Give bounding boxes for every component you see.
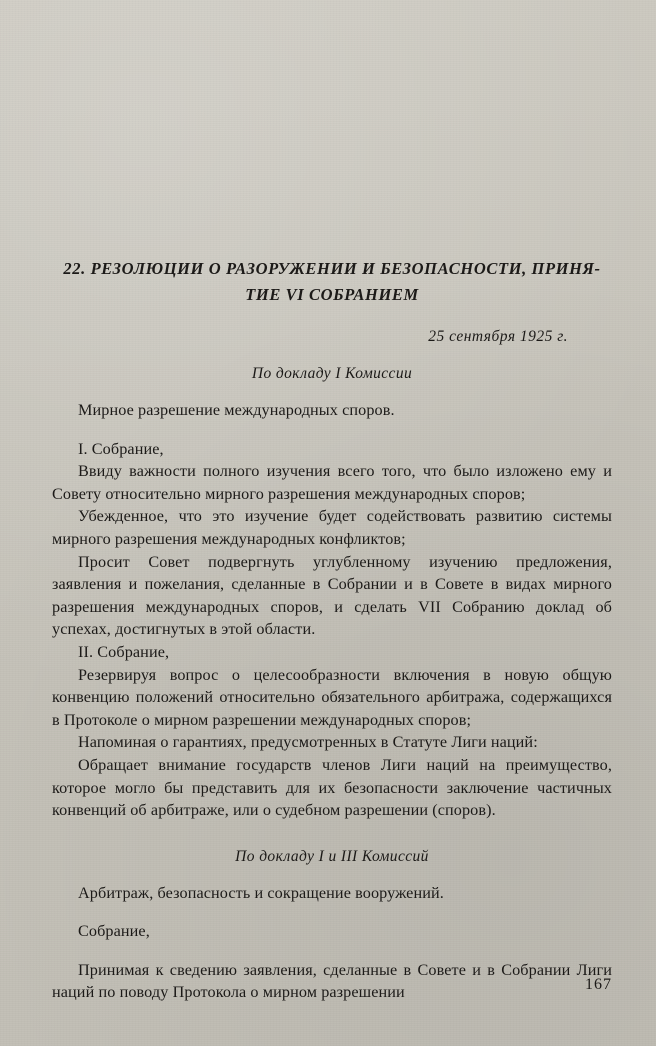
paragraph: II. Собрание, <box>78 642 170 661</box>
page-number: 167 <box>585 976 612 993</box>
title-text-1: РЕЗОЛЮЦИИ О РАЗОРУЖЕНИИ И БЕЗОПАСНОСТИ, ПРИНЯ- <box>90 259 601 278</box>
title-line-2: ТИЕ VI СОБРАНИЕМ <box>245 285 419 304</box>
paragraph: Ввиду важности полного изучения всего того, что было изложено ему и Совету относительно мирного разрешения международных споров; <box>52 462 612 503</box>
page-content <box>52 0 612 1046</box>
paragraph: Принимая к сведению заявления, сделанные в Совете и в Собрании Лиги наций по поводу Протокола о мирном разрешении <box>52 960 612 1002</box>
paragraph: I. Собрание, <box>78 439 164 458</box>
section-2-subheading: По докладу I и III Комиссий <box>235 847 429 865</box>
paragraph: Просит Совет подвергнуть углубленному изучению предложения, заявления и пожелания, сделанные в Собрании и в Совете в видах мирного разрешения международных споров, и сделать VII Собранию доклад об успехах, достигнутых в этой области. <box>52 552 612 639</box>
title-line-1 <box>52 256 612 282</box>
paragraph: Резервируя вопрос о целесообразности включения в новую общую конвенцию положений относительно обязательного арбитража, содержащихся в Протоколе о мирном разрешении международных споров; <box>52 665 612 729</box>
paragraph: Обращает внимание государств членов Лиги наций на преимущество, которое могло бы представить для их безопасности заключение частичных конвенций об арбитраже, или о судебном разрешении (споров). <box>52 755 612 820</box>
item-number: 22. <box>63 259 86 278</box>
paragraph: Убежденное, что это изучение будет содействовать развитию системы мирного разрешения международных конфликтов; <box>52 507 612 548</box>
page-title <box>52 256 612 308</box>
document-date: 25 сентября 1925 г. <box>428 328 568 345</box>
section-1-lead: Мирное разрешение международных споров. <box>78 401 395 419</box>
paragraph: Собрание, <box>78 922 150 941</box>
section-2-lead: Арбитраж, безопасность и сокращение вооружений. <box>78 883 444 902</box>
section-1-subheading: По докладу I Комиссии <box>251 365 413 382</box>
paragraph: Напоминая о гарантиях, предусмотренных в Статуте Лиги наций: <box>78 733 538 752</box>
